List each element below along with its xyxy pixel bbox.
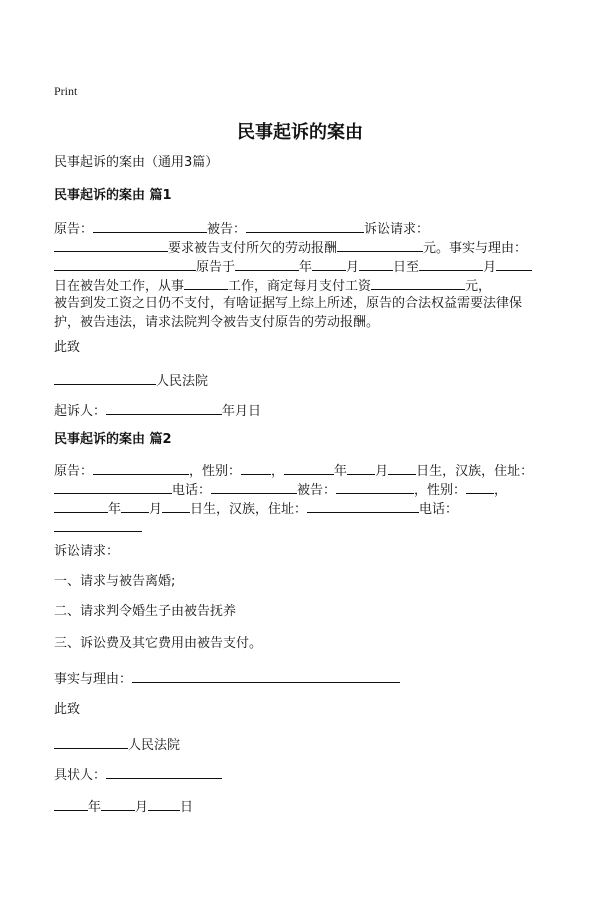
blank-field	[284, 460, 334, 475]
text-fragment: 原告于	[196, 260, 236, 275]
label-phone: 电话：	[172, 483, 212, 498]
blank-field	[93, 218, 207, 233]
text-fragment: 年	[299, 260, 313, 275]
part2-line-1	[54, 460, 554, 479]
blank-field	[106, 400, 222, 415]
blank-field	[162, 498, 190, 513]
blank-field	[246, 218, 364, 233]
blank-field	[54, 498, 108, 513]
filer-label: 具状人：	[54, 768, 107, 783]
part1-line-6: 护，被告违法，请求法院判令被告支付原告的劳动报酬。	[54, 315, 380, 330]
blank-field	[121, 498, 149, 513]
blank-field	[106, 764, 222, 779]
part2-line-2	[54, 479, 554, 498]
text-fragment: 日至	[393, 260, 420, 275]
blank-field	[312, 256, 346, 271]
blank-field	[496, 256, 532, 271]
part1-plaintiff-line	[54, 400, 554, 422]
document-subtitle: 民事起诉的案由（通用3篇）	[54, 155, 219, 170]
label-plaintiff: 原告：	[54, 464, 94, 479]
blank-field	[93, 460, 189, 475]
blank-field	[54, 734, 128, 749]
part1-line-3	[54, 256, 554, 275]
blank-field	[54, 796, 88, 811]
part2-line-3	[54, 498, 554, 517]
text-fragment: 月	[483, 260, 497, 275]
date-month: 月	[135, 800, 149, 815]
part1-line-4	[54, 275, 554, 294]
blank-field	[347, 460, 375, 475]
claims-label: 诉讼请求：	[54, 544, 120, 559]
facts-label: 事实与理由：	[54, 672, 133, 687]
blank-field	[235, 256, 299, 271]
claim-item-3: 三、诉讼费及其它费用由被告支付。	[54, 636, 263, 651]
blank-field	[419, 256, 483, 271]
text-fragment: 月	[346, 260, 360, 275]
print-link[interactable]: Print	[54, 84, 78, 98]
part1-line-1	[54, 218, 554, 237]
court-label: 人民法院	[128, 738, 181, 753]
text-fragment: 元，	[465, 279, 492, 294]
label-gender: ，性别：	[189, 464, 242, 479]
part1-cizhi: 此致	[54, 340, 81, 355]
blank-field	[54, 370, 156, 385]
text-fragment: 月	[375, 464, 389, 479]
blank-field	[466, 479, 494, 494]
label-claims: 诉讼请求：	[364, 222, 430, 237]
text-fragment: 年	[334, 464, 348, 479]
part1-court-line	[54, 370, 554, 392]
blank-field	[241, 460, 271, 475]
blank-field	[184, 275, 228, 290]
text-fragment: 日生，汉族，住址：	[190, 502, 308, 517]
date-year: 年	[88, 800, 102, 815]
part1-line-2	[54, 237, 554, 256]
part2-cizhi: 此致	[54, 702, 81, 717]
label-gender: ，性别：	[414, 483, 467, 498]
blank-field	[54, 237, 168, 252]
date-day: 日	[180, 800, 194, 815]
part2-body	[54, 460, 554, 536]
blank-field	[336, 479, 414, 494]
blank-field	[54, 517, 142, 532]
blank-field	[54, 479, 172, 494]
part1-body	[54, 218, 554, 332]
blank-field	[54, 256, 196, 271]
text-fragment: ，	[271, 464, 285, 479]
blank-field	[388, 460, 416, 475]
facts-line	[54, 668, 554, 690]
part1-line-5: 被告到发工资之日仍不支付，有啥证据写上综上所述，原告的合法权益需要法律保	[54, 296, 523, 311]
text-fragment: 要求被告支付所欠的劳动报酬	[168, 241, 338, 256]
claim-item-1: 一、请求与被告离婚;	[54, 574, 176, 589]
blank-field	[359, 256, 393, 271]
blank-field	[337, 237, 423, 252]
blank-field	[101, 796, 135, 811]
label-plaintiff: 原告：	[54, 222, 94, 237]
blank-field	[132, 668, 400, 683]
text-fragment: 工作，商定每月支付工资	[228, 279, 372, 294]
blank-field	[211, 479, 297, 494]
label-defendant: 被告：	[297, 483, 337, 498]
blank-field	[307, 498, 419, 513]
plaintiff-label: 起诉人：	[54, 404, 107, 419]
date-suffix: 年月日	[222, 404, 262, 419]
document-title: 民事起诉的案由	[237, 122, 363, 143]
blank-field	[148, 796, 180, 811]
blank-field	[371, 275, 465, 290]
part1-heading: 民事起诉的案由 篇1	[54, 188, 172, 203]
date-line	[54, 796, 554, 818]
court-label: 人民法院	[156, 374, 209, 389]
text-fragment: 日在被告处工作，从事	[54, 279, 185, 294]
filer-line	[54, 764, 554, 786]
text-fragment: 月	[149, 502, 163, 517]
claim-item-2: 二、请求判令婚生子由被告抚养	[54, 604, 237, 619]
label-phone: 电话：	[419, 502, 459, 517]
text-fragment: ，	[494, 483, 508, 498]
text-fragment: 年	[108, 502, 122, 517]
part2-heading: 民事起诉的案由 篇2	[54, 432, 172, 447]
text-fragment: 元。事实与理由：	[423, 241, 528, 256]
label-defendant: 被告：	[207, 222, 247, 237]
part2-line-4	[54, 517, 554, 536]
text-fragment: 日生，汉族，住址：	[416, 464, 534, 479]
part2-court-line	[54, 734, 554, 756]
